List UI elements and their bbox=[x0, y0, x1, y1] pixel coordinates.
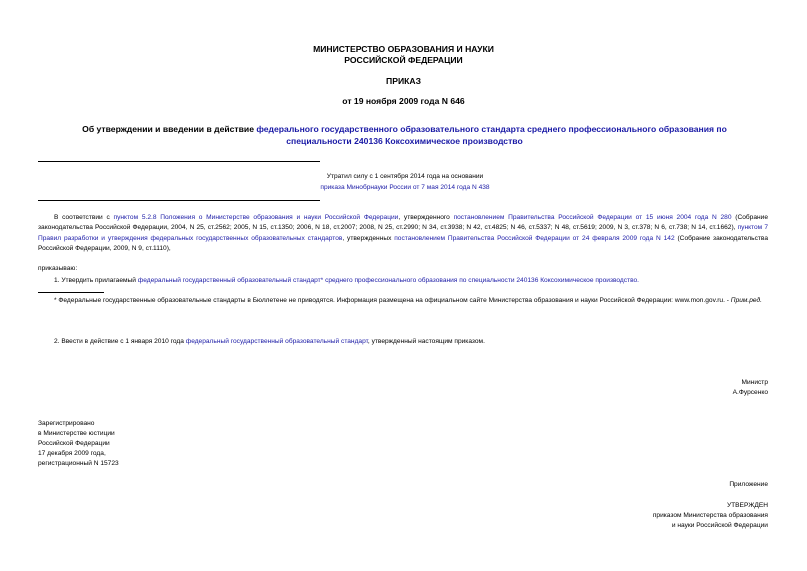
status-line: Утратил силу с 1 сентября 2014 года на основании bbox=[326, 173, 484, 180]
decree-280-link[interactable]: постановлением Правительства Российской Федерации от 15 июня 2004 года N 280 bbox=[453, 214, 732, 221]
footnote-text: * Федеральные государственные образовательные стандарты в Бюллетене не приводятся. Информация размещена на официальном сайте Министерства образования и науки Российской Федерации: www.mon.gov.ru. - bbox=[54, 297, 731, 304]
order-item-1 bbox=[54, 276, 768, 286]
appendix-label: Приложение bbox=[729, 481, 768, 488]
decree-142-link[interactable]: постановлением Правительства Российской Федерации от 24 февраля 2009 года N 142 bbox=[394, 234, 675, 242]
title-prefix: Об утверждении и введении в действие bbox=[82, 124, 257, 134]
order-item-2 bbox=[54, 337, 768, 347]
approval-block bbox=[520, 501, 768, 531]
registration-line-1: Зарегистрировано bbox=[38, 420, 95, 427]
preamble-text-3: (Собрание законодательства Российской Федерации, 2004, N 25, ст.2562; 2005, N 15, ст.1350; 2006, N 18, ст.2007; 2008, N 25, ст.2990; N 34, ст.3938; N 42, ст.4825; N 46, ст.5337; N 48, ст.5619; 2009, N 3, ст.378; N 6, ст.738; N 14, ст.1662), bbox=[38, 214, 768, 232]
document-title bbox=[52, 124, 757, 147]
preamble-text-1: В соответствии с bbox=[54, 214, 114, 221]
doc-date-number: от 19 ноября 2009 года N 646 bbox=[342, 96, 465, 106]
item2-text-1: 2. Ввести в действие с 1 января 2010 года bbox=[54, 338, 186, 345]
registration-line-2: в Министерстве юстиции bbox=[38, 430, 115, 437]
ministry-header bbox=[0, 44, 807, 66]
preamble-text-5: (Собрание законодательства Российской Федерации, 2009, N 9, ст.1110), bbox=[38, 234, 768, 253]
rules-link[interactable]: пунктом 7 Правил разработки и утверждения федеральных государственных образовательных стандартов bbox=[38, 224, 768, 242]
footnote bbox=[38, 296, 768, 306]
status-rule-bottom bbox=[38, 200, 320, 201]
footnote-rule bbox=[38, 292, 104, 293]
registration-block bbox=[38, 419, 288, 469]
preamble-paragraph bbox=[38, 213, 768, 255]
approved-label: УТВЕРЖДЕН bbox=[726, 502, 768, 509]
standard-spec-link[interactable]: среднего профессионального образования по специальности 240136 Коксохимическое производство. bbox=[323, 277, 640, 284]
doc-type: ПРИКАЗ bbox=[386, 76, 421, 86]
signer-name: А.Фурсенко bbox=[732, 389, 768, 396]
editor-note: Прим.ред. bbox=[730, 297, 762, 304]
status-link-wrap bbox=[240, 183, 570, 193]
preamble-text-2: , утвержденного bbox=[398, 214, 454, 221]
approved-line-2: и науки Российской Федерации bbox=[671, 522, 768, 529]
item2-text-2: , утвержденный настоящим приказом. bbox=[367, 338, 485, 345]
ministry-line-1: МИНИСТЕРСТВО ОБРАЗОВАНИЯ И НАУКИ bbox=[313, 44, 494, 54]
item1-text: 1. Утвердить прилагаемый bbox=[54, 277, 138, 284]
signer-position: Министр bbox=[741, 379, 768, 386]
status-rule-top bbox=[38, 161, 320, 162]
registration-line-4: 17 декабря 2009 года, bbox=[38, 450, 106, 457]
order-word: приказываю: bbox=[38, 265, 78, 272]
preamble-text-4: , утвержденных bbox=[342, 234, 395, 242]
regulation-link[interactable]: пунктом 5.2.8 Положения о Министерстве образования и науки Российской Федерации bbox=[113, 214, 399, 221]
signature-block bbox=[560, 378, 768, 398]
repeal-order-link[interactable]: приказа Минобрнауки России от 7 мая 2014 года N 438 bbox=[320, 184, 490, 191]
approved-line-1: приказом Министерства образования bbox=[652, 512, 768, 519]
registration-line-5: регистрационный N 15723 bbox=[38, 460, 119, 467]
standard-link-2[interactable]: федеральный государственный образовательный стандарт bbox=[185, 338, 368, 345]
ministry-line-2: РОССИЙСКОЙ ФЕДЕРАЦИИ bbox=[344, 55, 463, 65]
registration-line-3: Российской Федерации bbox=[38, 440, 110, 447]
standard-link[interactable]: федеральный государственный образовательный стандарт* bbox=[137, 277, 324, 284]
title-standard-link[interactable]: федерального государственного образовательного стандарта среднего профессионального образования по специальности 240136 Коксохимическое производство bbox=[256, 124, 727, 146]
